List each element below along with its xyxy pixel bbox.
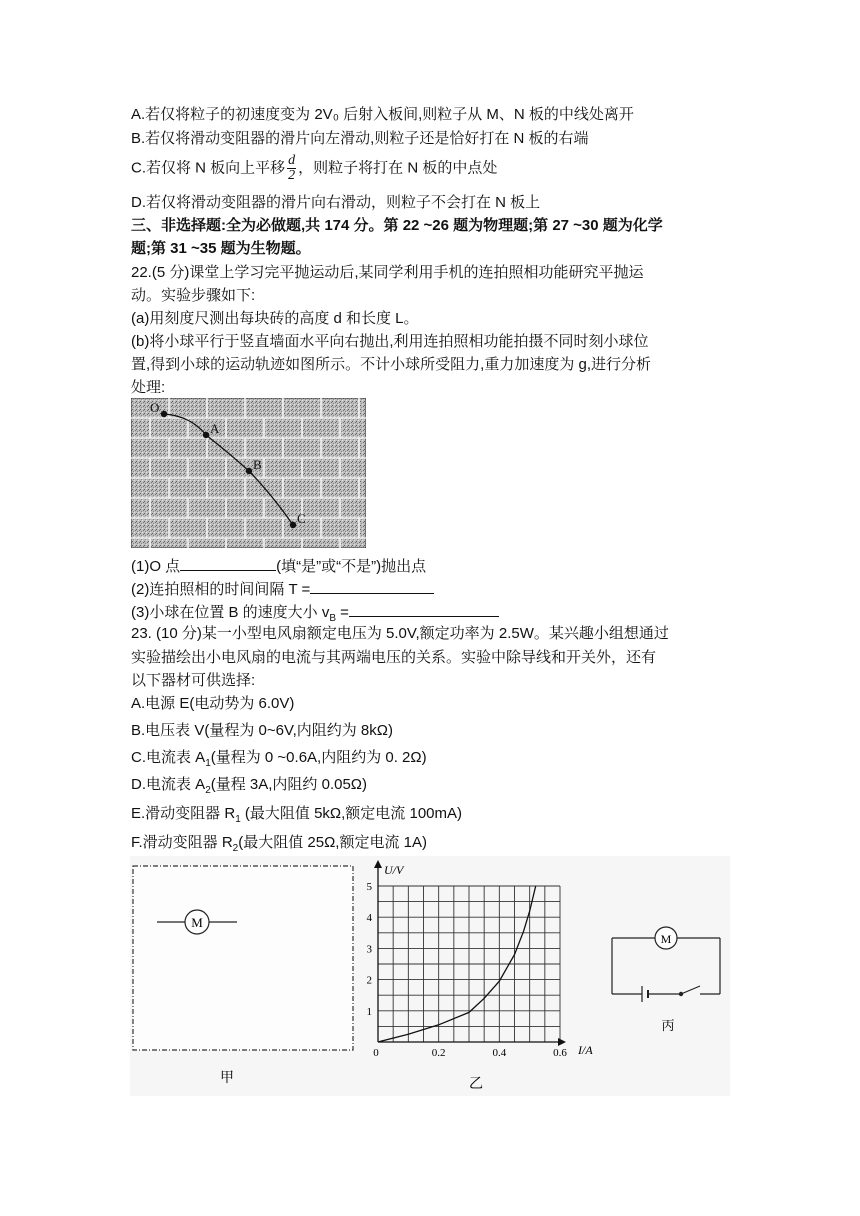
equipment-e xyxy=(131,803,462,831)
option-c-text-end: ，则粒子将打在 N 板的中点处 xyxy=(298,159,498,177)
option-b: B.若仅将滑动变阻器的滑片向左滑动,则粒子还是恰好打在 N 板的右端 xyxy=(131,130,589,147)
ball-label-c: C xyxy=(297,511,306,526)
fraction-numerator: d xyxy=(288,153,296,168)
q22-line6: 处理: xyxy=(131,379,166,396)
q23-line2: 实验描绘出小电风扇的电流与其两端电压的关系。实验中除导线和开关外，还有 xyxy=(131,649,657,666)
ball-label-a: A xyxy=(210,421,220,436)
q23-line1: 23. (10 分)某一小型电风扇额定电压为 5.0V,额定功率为 2.5W。某兴趣小组想通过 xyxy=(131,625,669,642)
equipment-c-tail: (量程为 0 ~0.6A,内阻约为 0. 2Ω) xyxy=(210,749,427,766)
motor-label-jia: M xyxy=(191,915,203,930)
answer-blank-1[interactable] xyxy=(180,554,276,571)
q22-sub1-text: (1)O 点 xyxy=(131,558,181,575)
q22-sub1-tail: (填“是”或“不是”)抛出点 xyxy=(276,558,427,575)
equipment-a: A.电源 E(电动势为 6.0V) xyxy=(131,695,295,712)
ball-position-o xyxy=(161,411,167,417)
q22-sub1 xyxy=(131,554,426,578)
motor-label-bing: M xyxy=(660,932,672,946)
section-heading-line2: 题;第 31 ~35 题为生物题。 xyxy=(131,240,311,257)
q23-line3: 以下器材可供选择: xyxy=(131,672,256,689)
section-heading-line1: 三、非选择题:全为必做题,共 174 分。第 22 ~26 题为物理题;第 27 ~30 题为化学 xyxy=(131,217,663,234)
equipment-f-text: F.滑动变阻器 R xyxy=(131,834,233,851)
ball-label-b: B xyxy=(253,457,262,472)
equipment-d xyxy=(131,774,367,802)
equipment-e-tail: (最大阻值 5kΩ,额定电流 100mA) xyxy=(240,805,462,822)
equipment-e-sub: 1 xyxy=(235,814,241,825)
y-tick-label: 4 xyxy=(366,912,372,925)
fraction-d-over-2 xyxy=(287,154,296,183)
ball-position-b xyxy=(246,468,252,474)
y-tick-label: 2 xyxy=(366,974,372,987)
ball-position-a xyxy=(203,432,209,438)
figure-bing-label: 丙 xyxy=(661,1018,675,1033)
q22-sub3-text: (3)小球在位置 B 的速度大小 v xyxy=(131,604,330,621)
q22-sub3-subscript: B xyxy=(329,613,337,624)
answer-blank-3[interactable] xyxy=(349,600,499,617)
ball-position-c xyxy=(290,522,296,528)
q22-sub2 xyxy=(131,577,434,601)
equipment-c xyxy=(131,747,427,775)
equipment-d-tail: (量程 3A,内阻约 0.05Ω) xyxy=(210,776,367,793)
q22-line2: 动。实验步骤如下: xyxy=(131,287,256,304)
equipment-f-tail: (最大阻值 25Ω,额定电流 1A) xyxy=(238,834,427,851)
q22-sub2-text: (2)连拍照相的时间间隔 T = xyxy=(131,581,311,598)
q22-line1: 22.(5 分)课堂上学习完平抛运动后,某同学利用手机的连拍照相功能研究平抛运 xyxy=(131,264,644,281)
x-tick-label: 0.6 xyxy=(553,1047,567,1059)
y-tick-label: 5 xyxy=(366,881,372,893)
option-c-text: C.若仅将 N 板向上平移 xyxy=(131,159,286,177)
fraction-denominator: 2 xyxy=(288,168,296,183)
equipment-f-sub: 2 xyxy=(232,843,239,854)
x-tick-label: 0.2 xyxy=(431,1047,446,1059)
option-a: A.若仅将粒子的初速度变为 2V₀ 后射入板间,则粒子从 M、N 板的中线处离开 xyxy=(131,106,634,123)
option-c xyxy=(131,154,497,183)
y-tick-label: 1 xyxy=(366,1005,372,1018)
equipment-e-text: E.滑动变阻器 R xyxy=(131,805,236,822)
q22-line3: (a)用刻度尺测出每块砖的高度 d 和长度 L。 xyxy=(131,310,419,327)
x-tick-label: 0.4 xyxy=(492,1047,507,1059)
figures-row xyxy=(130,856,730,1096)
y-axis-label: U/V xyxy=(384,863,404,877)
brick-wall-figure xyxy=(131,398,366,548)
q22-sub3-eq: = xyxy=(336,604,349,621)
equipment-d-sub: 2 xyxy=(205,785,211,796)
switch-pivot xyxy=(679,992,683,996)
figure-jia-label: 甲 xyxy=(220,1071,234,1086)
q22-line4: (b)将小球平行于竖直墙面水平向右抛出,利用连拍照相功能拍摄不同时刻小球位 xyxy=(131,333,649,350)
origin-label: 0 xyxy=(373,1047,379,1059)
q22-line5: 置,得到小球的运动轨迹如图所示。不计小球所受阻力,重力加速度为 g,进行分析 xyxy=(131,356,652,373)
equipment-c-text: C.电流表 A xyxy=(131,749,206,766)
figure-yi-label: 乙 xyxy=(469,1077,483,1092)
y-tick-label: 3 xyxy=(366,943,372,956)
equipment-d-text: D.电流表 A xyxy=(131,776,206,793)
equipment-c-sub: 1 xyxy=(205,758,211,769)
ball-label-o: O xyxy=(150,400,160,415)
answer-blank-2[interactable] xyxy=(310,577,434,594)
equipment-b: B.电压表 V(量程为 0~6V,内阻约为 8kΩ) xyxy=(131,722,393,739)
x-axis-label: I/A xyxy=(578,1043,593,1057)
option-d: D.若仅将滑动变阻器的滑片向右滑动，则粒子不会打在 N 板上 xyxy=(131,194,541,211)
